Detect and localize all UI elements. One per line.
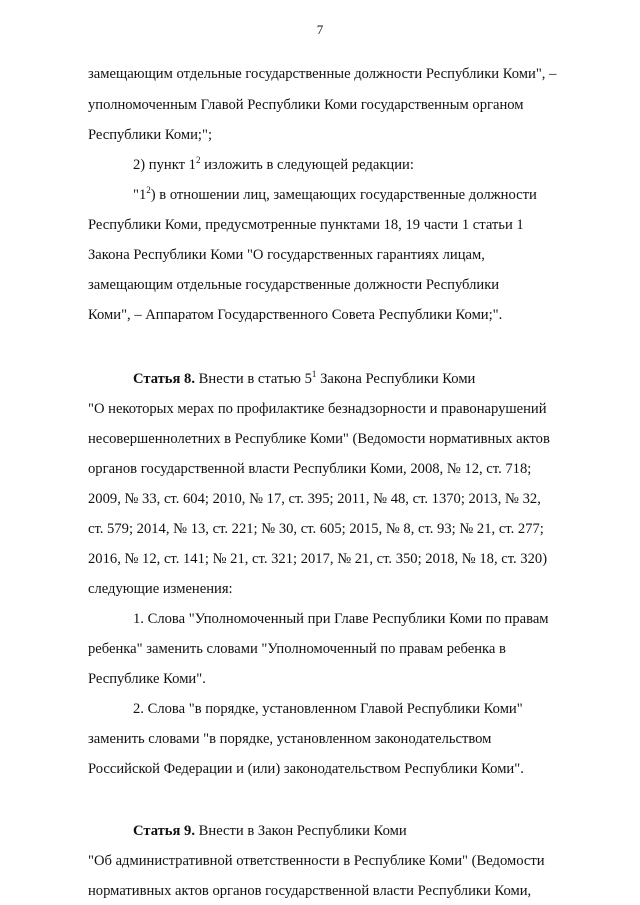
text-line: Российской Федерации и (или) законодательством Республики Коми". [88,761,524,777]
text-line: замещающим отдельные государственные должности Республики Коми", – [88,66,557,82]
text-line: замещающим отдельные государственные должности Республики [88,277,500,293]
text-line: заменить словами "в порядке, установленном законодательством [88,731,492,747]
text-line: "О некоторых мерах по профилактике безнадзорности и правонарушений [88,401,547,417]
text-line: 2016, № 12, ст. 141; № 21, ст. 321; 2017, № 21, ст. 350; 2018, № 18, ст. 320) [88,551,548,567]
text-line: Республики Коми, предусмотренные пунктами 18, 19 части 1 статьи 1 [88,217,524,233]
text-line: 2. Слова "в порядке, установленном Главой Республики Коми" [133,701,523,717]
text-line: 1. Слова "Уполномоченный при Главе Республики Коми по правам [133,611,549,627]
text-line: Республике Коми". [88,671,206,687]
text-line: Республики Коми;"; [88,127,212,143]
page-number: 7 [316,22,324,37]
text-line: уполномоченным Главой Республики Коми государственным органом [88,97,524,113]
text-line: Коми", – Аппаратом Государственного Совета Республики Коми;". [88,307,503,323]
text-line: ребенка" заменить словами "Уполномоченный по правам ребенка в [88,641,506,657]
text-line: "Об административной ответственности в Республике Коми" (Ведомости [88,853,545,869]
text-line: нормативных актов органов государственной власти Республики Коми, [88,883,532,899]
text-line: следующие изменения: [88,581,233,597]
article-heading-line: Статья 8. Внести в статью $5^1$ Закона Республики Коми [133,369,476,387]
text-line: органов государственной власти Республики Коми, 2008, № 12, ст. 718; [88,461,532,477]
list-item: 2) пункт $1^2$ изложить в следующей редакции: [133,155,414,173]
text-line: ст. 579; 2014, № 13, ст. 221; № 30, ст. 605; 2015, № 8, ст. 93; № 21, ст. 277; [88,521,544,537]
text-line: Закона Республики Коми "О государственных гарантиях лицам, [88,247,485,263]
article-heading-line: Статья 9. Внести в Закон Республики Коми [133,823,407,839]
quote-line: "$1^2$) в отношении лиц, замещающих государственные должности [133,185,537,203]
text-line: несовершеннолетних в Республике Коми" (Ведомости нормативных актов [88,431,550,447]
article-label: Статья 8. [133,371,195,387]
article-label: Статья 9. [133,823,195,839]
text-line: 2009, № 33, ст. 604; 2010, № 17, ст. 395; 2011, № 48, ст. 1370; 2013, № 32, [88,491,541,507]
